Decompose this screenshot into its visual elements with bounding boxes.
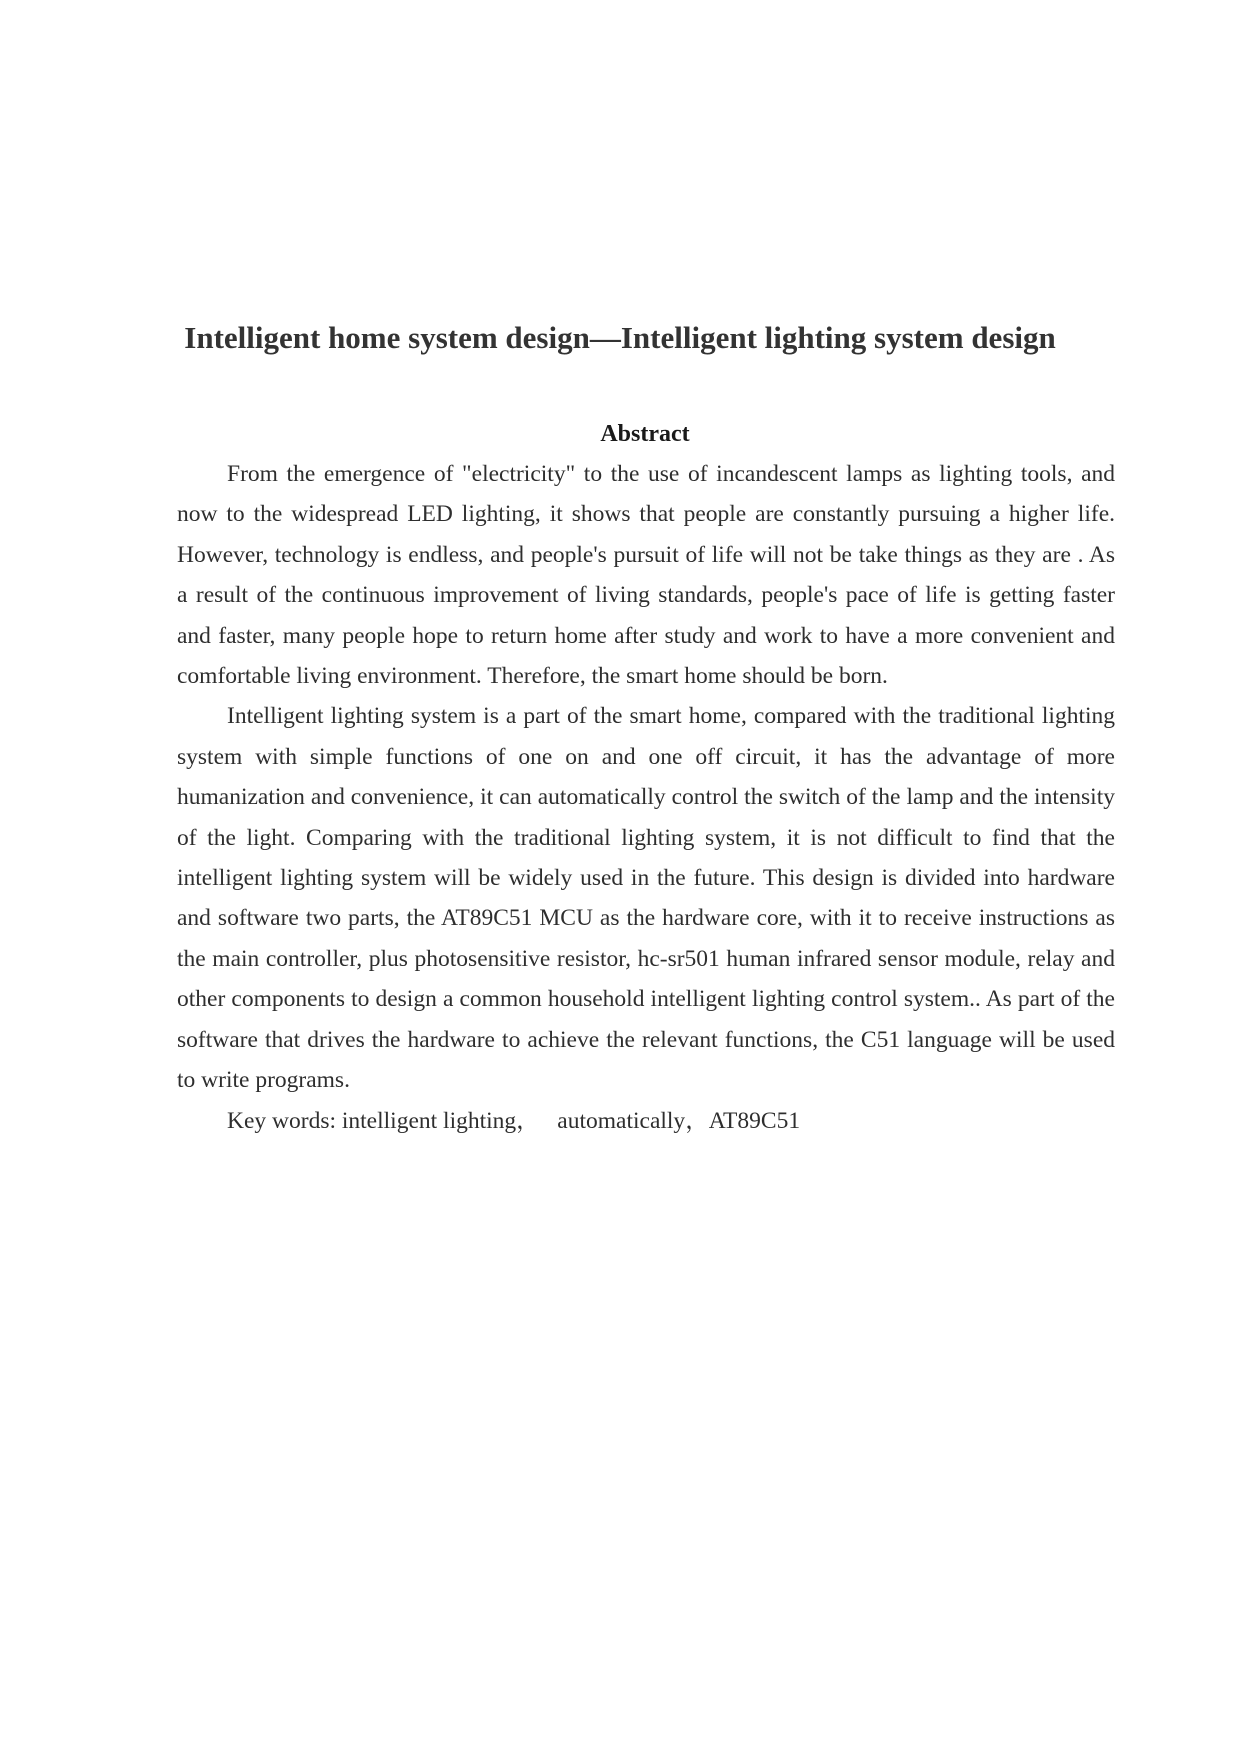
keyword-separator: ， — [685, 1107, 709, 1134]
keyword-item: intelligent lighting — [341, 1107, 517, 1134]
abstract-paragraph-2: Intelligent lighting system is a part of the smart home, compared with the traditional lighting system with simple functions of one on and one off circuit, it has the advantage of more humanization and convenience, it can automatically control the switch of the lamp and the intensity of the light. Comparing with the traditional lighting system, it is not difficult to find that the intelligent lighting system will be widely used in the future. This design is divided into hardware and software two parts, the AT89C51 MCU as the hardware core, with it to receive instructions as the main controller, plus photosensitive resistor, hc-sr501 human infrared sensor module, relay and other components to design a common household intelligent lighting control system.. As part of the software that drives the hardware to achieve the relevant functions, the C51 language will be used to write programs. — [177, 703, 1115, 1094]
abstract-paragraph-1: From the emergence of "electricity" to the use of incandescent lamps as lighting tools, and now to the widespread LED lighting, it shows that people are constantly pursuing a higher life. However, technology is endless, and people's pursuit of life will not be take things as they are . As a result of the continuous improvement of living standards, people's pace of life is getting faster and faster, many people hope to return home after study and work to have a more convenient and comfortable living environment. Therefore, the smart home should be born. — [177, 461, 1115, 690]
keywords-line — [177, 1101, 1115, 1141]
document-title: Intelligent home system design—Intelligent lighting system design — [184, 320, 1056, 355]
keywords-label: Key words: — [227, 1107, 342, 1134]
keyword-item: AT89C51 — [708, 1107, 801, 1134]
abstract-body — [177, 454, 1115, 1141]
keyword-item: automatically — [557, 1107, 686, 1134]
abstract-heading: Abstract — [600, 421, 690, 447]
keyword-separator: ， — [516, 1107, 558, 1134]
